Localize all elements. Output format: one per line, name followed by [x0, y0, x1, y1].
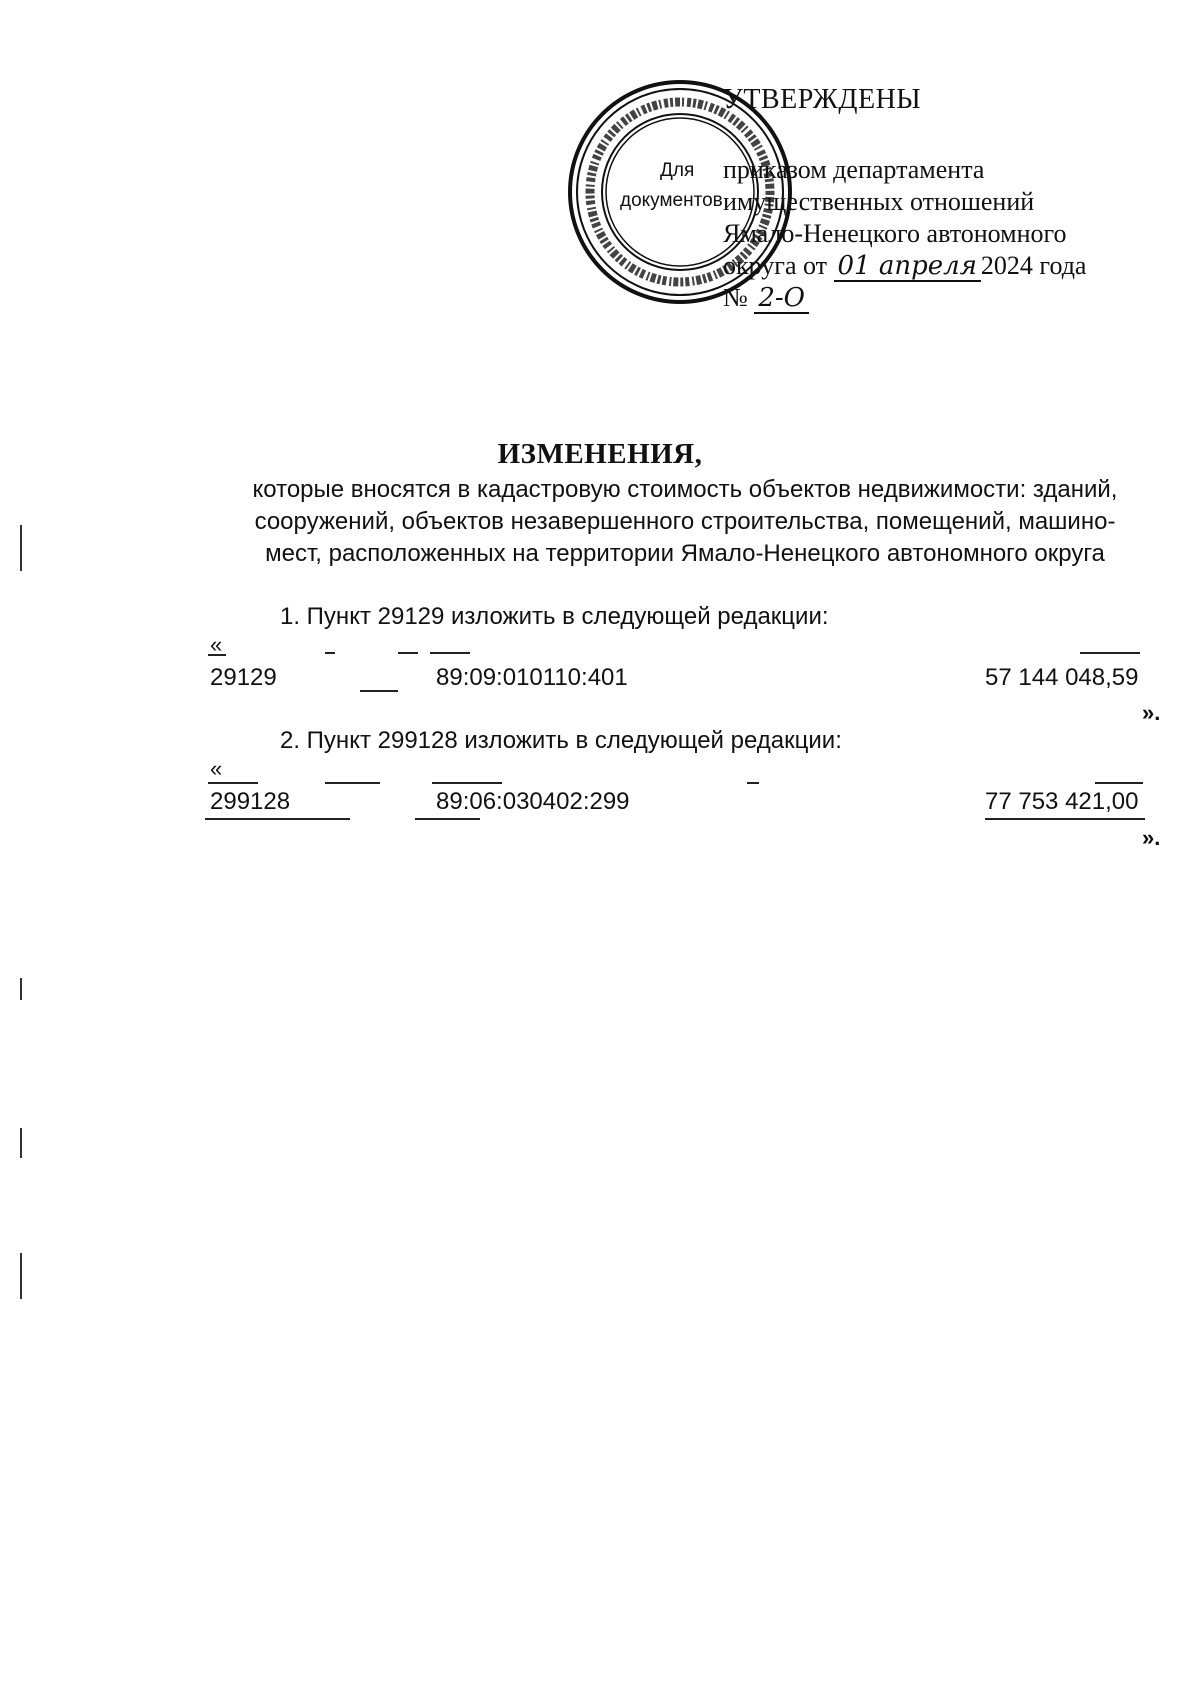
table-rule	[325, 782, 380, 784]
table-rule	[208, 782, 258, 784]
table-rule	[205, 818, 350, 820]
item-2-cadastral-number: 89:06:030402:299	[436, 788, 630, 815]
scan-margin-mark	[20, 978, 22, 1000]
item-2-quote-open: «	[210, 756, 223, 781]
item-2-heading: 2. Пункт 299128 изложить в следующей редакции:	[280, 727, 842, 754]
item-2-quote-close: ».	[1142, 825, 1161, 850]
approval-number-line	[723, 282, 809, 314]
subtitle-line: сооружений, объектов незавершенного строительства, помещений, машино-	[254, 508, 1116, 535]
approval-date-suffix: 2024 года	[980, 251, 1087, 280]
approval-line-1: приказом департамента	[723, 155, 985, 184]
approval-date-line	[723, 250, 1086, 282]
approval-date-prefix: округа от	[723, 251, 828, 280]
scan-margin-mark	[20, 1253, 22, 1299]
item-1-quote-open: «	[210, 632, 223, 657]
table-rule	[208, 654, 226, 656]
approval-heading: УТВЕРЖДЕНЫ	[723, 84, 922, 115]
table-rule	[1080, 652, 1140, 654]
table-rule	[985, 818, 1145, 820]
item-1-cadastral-value: 57 144 048,59	[985, 664, 1139, 691]
stamp-inner-text-1: Для	[660, 160, 695, 181]
scan-margin-mark	[20, 1128, 22, 1158]
approval-line-3: Ямало-Ненецкого автономного	[723, 219, 1067, 248]
table-rule	[430, 652, 470, 654]
item-1-cadastral-number: 89:09:010110:401	[436, 664, 628, 691]
document-title: ИЗМЕНЕНИЯ,	[497, 438, 703, 470]
item-1-heading: 1. Пункт 29129 изложить в следующей редакции:	[280, 603, 829, 630]
handwritten-date: 01 апреля	[834, 252, 981, 282]
table-rule	[398, 652, 418, 654]
table-rule	[325, 652, 335, 654]
subtitle-line: которые вносятся в кадастровую стоимость объектов недвижимости: зданий,	[252, 476, 1118, 503]
approval-line-2: имущественных отношений	[723, 187, 1035, 216]
table-rule	[415, 818, 480, 820]
item-2-number: 299128	[210, 788, 291, 815]
table-rule	[360, 690, 398, 692]
document-subtitle	[205, 474, 1165, 570]
table-rule	[1095, 782, 1143, 784]
table-rule	[747, 782, 759, 784]
approval-number-prefix: №	[723, 283, 748, 312]
handwritten-number: 2-О	[754, 284, 809, 314]
table-rule	[432, 782, 502, 784]
subtitle-line: мест, расположенных на территории Ямало-Ненецкого автономного округа	[265, 540, 1105, 567]
stamp-inner-text-2: документов	[620, 190, 723, 211]
scan-margin-mark	[20, 525, 22, 571]
item-1-number: 29129	[210, 664, 277, 691]
item-2-cadastral-value: 77 753 421,00	[985, 788, 1139, 815]
item-1-quote-close: ».	[1142, 700, 1161, 725]
